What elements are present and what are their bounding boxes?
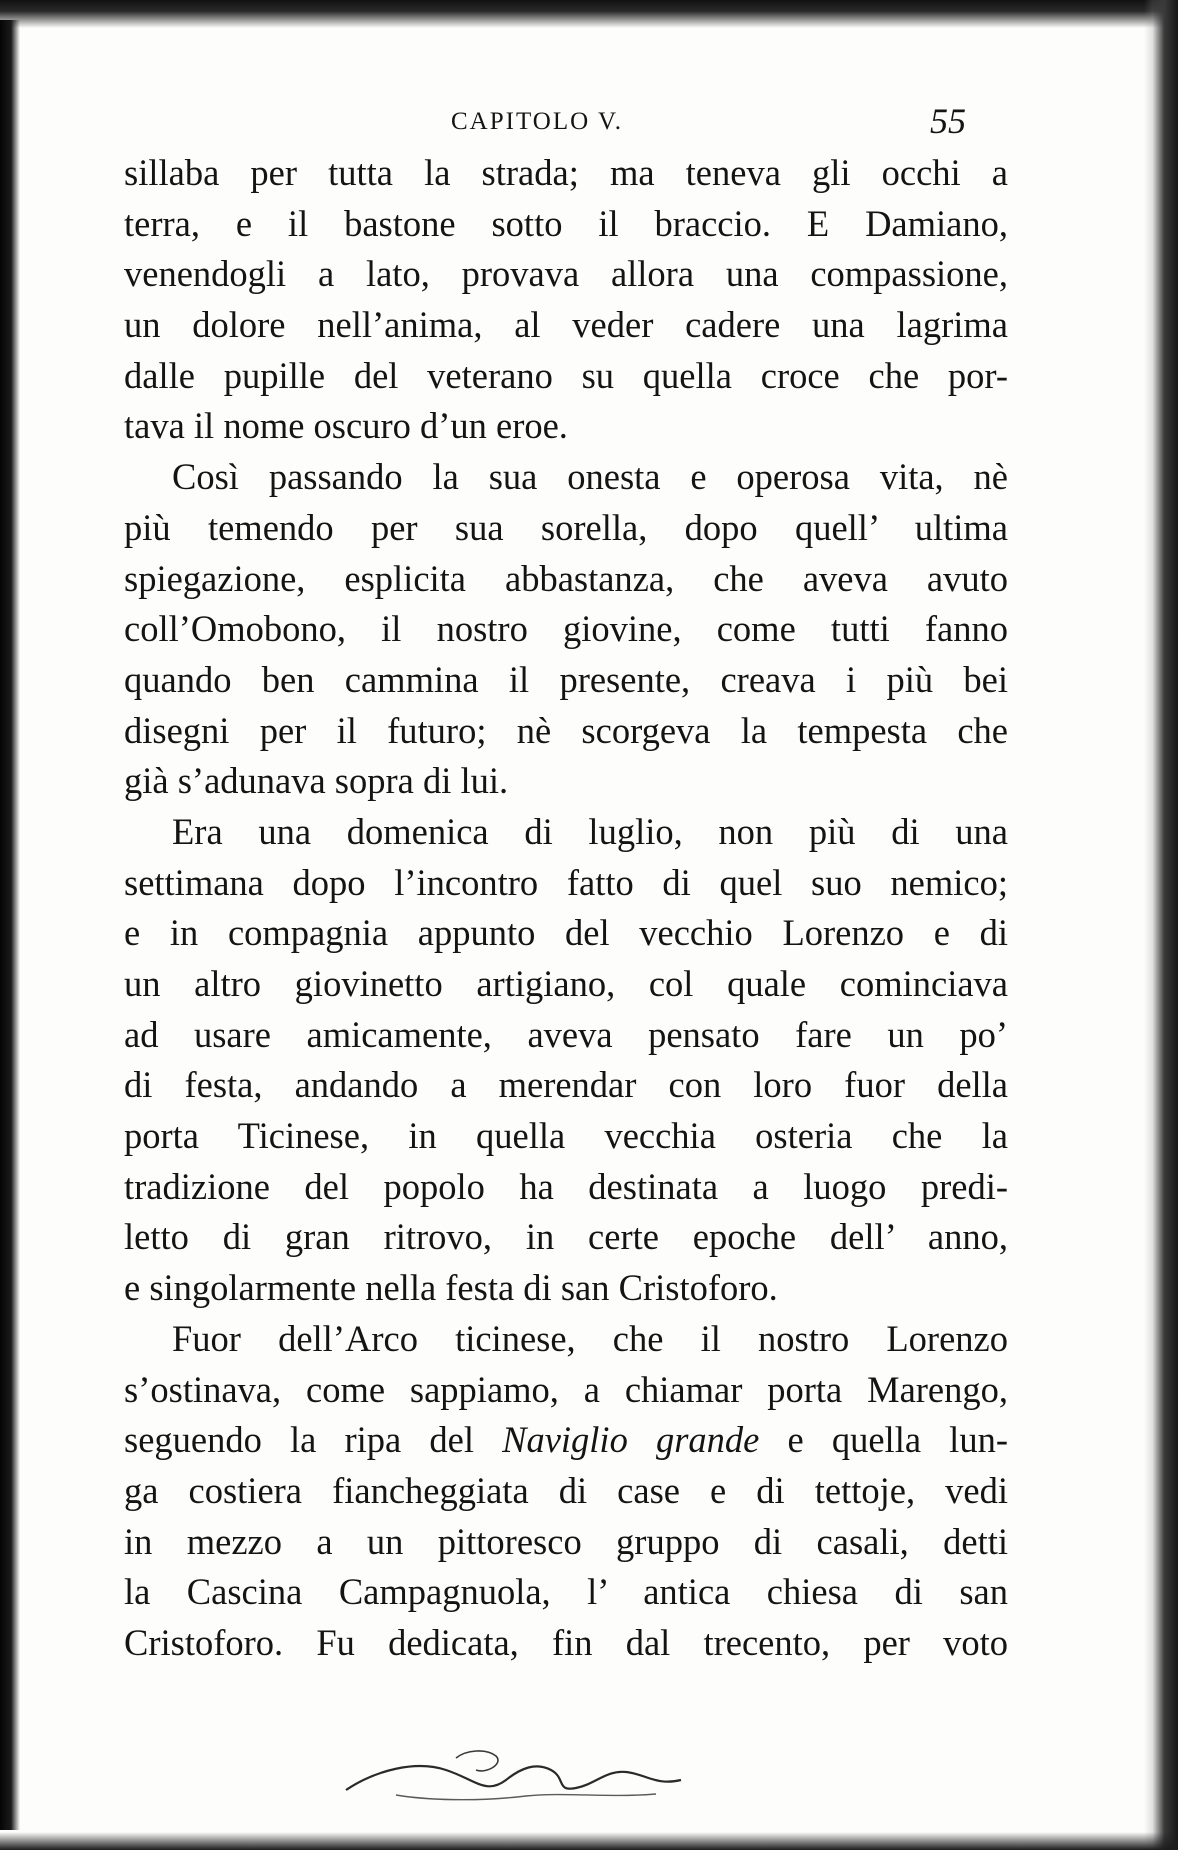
text-line: venendogli a lato, provava allora una compassione,: [124, 253, 1008, 295]
text-line: quando ben cammina il presente, creava i più bei: [124, 658, 1008, 700]
text-line: Così passando la sua onesta e operosa vita, nè: [172, 456, 1008, 498]
chapter-title: CAPITOLO V.: [451, 108, 624, 135]
text-line: s’ostinava, come sappiamo, a chiamar porta Marengo,: [124, 1368, 1008, 1410]
body-text: [124, 148, 1008, 1669]
scan-edge-top: [0, 0, 1178, 28]
text-line: già s’adunava sopra di lui.: [124, 760, 509, 802]
scan-edge-right: [1144, 0, 1178, 1850]
text-line: coll’Omobono, il nostro giovine, come tutti fanno: [124, 608, 1008, 650]
text-line: porta Ticinese, in quella vecchia osteria che la: [124, 1115, 1008, 1157]
text-line: un dolore nell’anima, al veder cadere una lagrima: [124, 304, 1008, 346]
text-run: e quella lun-: [759, 1419, 1008, 1461]
text-line: dalle pupille del veterano su quella croce che por-: [124, 354, 1008, 396]
text-line: sillaba per tutta la strada; ma teneva gli occhi a: [124, 152, 1008, 193]
text-line: spiegazione, esplicita abbastanza, che aveva avuto: [124, 557, 1008, 599]
text-line: e singolarmente nella festa di san Cristoforo.: [124, 1267, 778, 1309]
scan-edge-left: [0, 20, 20, 1830]
text-run: seguendo la ripa del: [124, 1419, 503, 1461]
text-line: la Cascina Campagnuola, l’ antica chiesa di san: [124, 1571, 1008, 1613]
text-line: letto di gran ritrovo, in certe epoche dell’ anno,: [124, 1216, 1008, 1258]
text-line: di festa, andando a merendar con loro fuor della: [124, 1064, 1008, 1106]
italic-run: Naviglio grande: [502, 1419, 760, 1461]
text-line: Cristoforo. Fu dedicata, fin dal trecento, per voto: [124, 1621, 1008, 1663]
text-line: Fuor dell’Arco ticinese, che il nostro Lorenzo: [172, 1317, 1008, 1359]
text-line: e in compagnia appunto del vecchio Lorenzo e di: [124, 912, 1008, 954]
handwritten-signature-mark: [336, 1740, 716, 1810]
text-line: più temendo per sua sorella, dopo quell’ ultima: [124, 506, 1008, 548]
text-line: in mezzo a un pittoresco gruppo di casali, detti: [124, 1520, 1008, 1562]
text-line-italic-run: [124, 1415, 1008, 1466]
text-line: settimana dopo l’incontro fatto di quel suo nemico;: [124, 861, 1008, 903]
text-line: tava il nome oscuro d’un eroe.: [124, 405, 568, 447]
text-line: ga costiera fiancheggiata di case e di tettoje, vedi: [124, 1469, 1008, 1511]
text-line: terra, e il bastone sotto il braccio. E Damiano,: [124, 202, 1008, 244]
text-line: un altro giovinetto artigiano, col quale cominciava: [124, 963, 1008, 1004]
text-line: ad usare amicamente, aveva pensato fare un po’: [124, 1013, 1008, 1055]
page-number: 55: [930, 101, 966, 141]
scan-edge-bottom: [0, 1832, 1178, 1850]
running-head: [126, 100, 966, 144]
text-line: tradizione del popolo ha destinata a luogo predi-: [124, 1165, 1008, 1207]
text-line: Era una domenica di luglio, non più di una: [172, 810, 1008, 852]
text-line: disegni per il futuro; nè scorgeva la tempesta che: [124, 709, 1008, 751]
